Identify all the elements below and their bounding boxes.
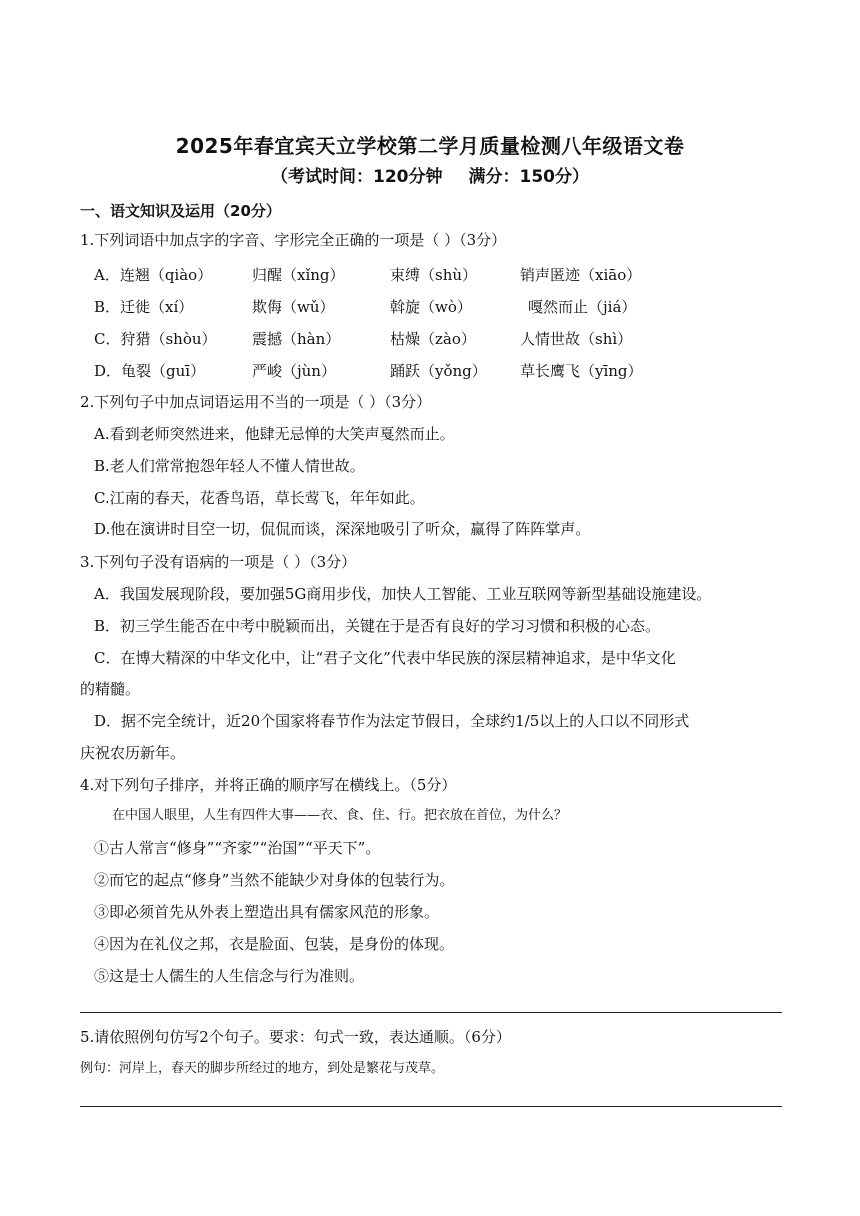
section-heading: 一、语文知识及运用（20分） (80, 202, 281, 220)
exam-time: （考试时间：120分钟 (271, 167, 443, 187)
q2-option-c: C.江南的春天，花香鸟语，草长莺飞，年年如此。 (94, 489, 425, 507)
q5-example: 例句：河岸上，春天的脚步所经过的地方，到处是繁花与茂草。 (80, 1061, 445, 1076)
q1-b-word3: 斡旋（wò） (390, 298, 472, 316)
q1-a-word2: 归醒（xǐng） (252, 266, 345, 284)
exam-title: 2025年春宜宾天立学校第二学月质量检测八年级语文卷 (175, 134, 685, 158)
q1-option-d (94, 360, 794, 380)
q4-item-4: ④因为在礼仪之邦，衣是脸面、包装，是身份的体现。 (94, 935, 455, 953)
q1-d-word2: 严峻（jùn） (252, 362, 336, 380)
q4-answer-line[interactable] (80, 1012, 782, 1013)
q1-a-word3: 束缚（shù） (390, 266, 478, 284)
q4-item-5: ⑤这是士人儒生的人生信念与行为准则。 (94, 967, 365, 985)
q1-d-word1: D．龟裂（guī） (94, 362, 206, 380)
q4-item-3: ③即必须首先从外表上塑造出具有儒家风范的形象。 (94, 903, 440, 921)
q2-option-b: B.老人们常常抱怨年轻人不懂人情世故。 (94, 457, 365, 475)
q3-option-b: B．初三学生能否在中考中脱颖而出，关键在于是否有良好的学习习惯和积极的心态。 (94, 617, 661, 635)
exam-subtitle (0, 162, 860, 187)
q1-d-word3: 踊跃（yǒng） (390, 362, 487, 380)
q1-b-word2: 欺侮（wǔ） (252, 298, 335, 316)
q5-answer-line[interactable] (80, 1106, 782, 1107)
q1-b-word1: B．迁徙（xí） (94, 298, 194, 316)
q1-option-b (94, 296, 794, 316)
q4-item-2: ②而它的起点“修身”当然不能缺少对身体的包装行为。 (94, 871, 455, 889)
q4-stem: 4.对下列句子排序，并将正确的顺序写在横线上。（5分） (80, 776, 457, 794)
q5-stem: 5.请依照例句仿写2个句子。要求：句式一致，表达通顺。（6分） (80, 1028, 511, 1046)
q1-c-word3: 枯燥（zào） (390, 330, 476, 348)
q2-option-d: D.他在演讲时目空一切，侃侃而谈，深深地吸引了听众，赢得了阵阵掌声。 (94, 520, 591, 538)
q1-option-a (94, 264, 794, 284)
q1-c-word4: 人情世故（shì） (520, 330, 633, 348)
q3-option-a: A．我国发展现阶段，要加强5G商用步伐，加快人工智能、工业互联网等新型基础设施建设。 (94, 585, 712, 603)
q4-intro: 在中国人眼里，人生有四件大事——衣、食、住、行。把衣放在首位，为什么？ (112, 808, 568, 823)
q4-item-1: ①古人常言“修身”“齐家”“治国”“平天下”。 (94, 839, 381, 857)
q1-d-word4: 草长鹰飞（yīng） (520, 362, 643, 380)
q1-b-word4: 嘎然而止（jiá） (528, 298, 637, 316)
q2-stem: 2.下列句子中加点词语运用不当的一项是（ ）（3分） (80, 393, 432, 411)
q2-option-a: A.看到老师突然进来，他肆无忌惮的大笑声戛然而止。 (94, 425, 455, 443)
q3-option-d-line2: 庆祝农历新年。 (80, 744, 186, 762)
q1-c-word2: 震撼（hàn） (252, 330, 341, 348)
q3-option-c-line1: C．在博大精深的中华文化中，让“君子文化”代表中华民族的深层精神追求，是中华文化 (94, 649, 676, 667)
q1-c-word1: C．狩猎（shòu） (94, 330, 217, 348)
q3-stem: 3.下列句子没有语病的一项是（ ）（3分） (80, 553, 357, 571)
q1-option-c (94, 328, 794, 348)
exam-score: 满分：150分） (468, 167, 589, 187)
q1-a-word1: A．连翘（qiào） (94, 266, 213, 284)
q3-option-d-line1: D．据不完全统计，近20个国家将春节作为法定节假日，全球约1/5以上的人口以不同形式 (94, 712, 690, 730)
q1-stem: 1.下列词语中加点字的字音、字形完全正确的一项是（ ）（3分） (80, 231, 507, 249)
q3-option-c-line2: 的精髓。 (80, 680, 141, 698)
q1-a-word4: 销声匿迹（xiāo） (520, 266, 642, 284)
